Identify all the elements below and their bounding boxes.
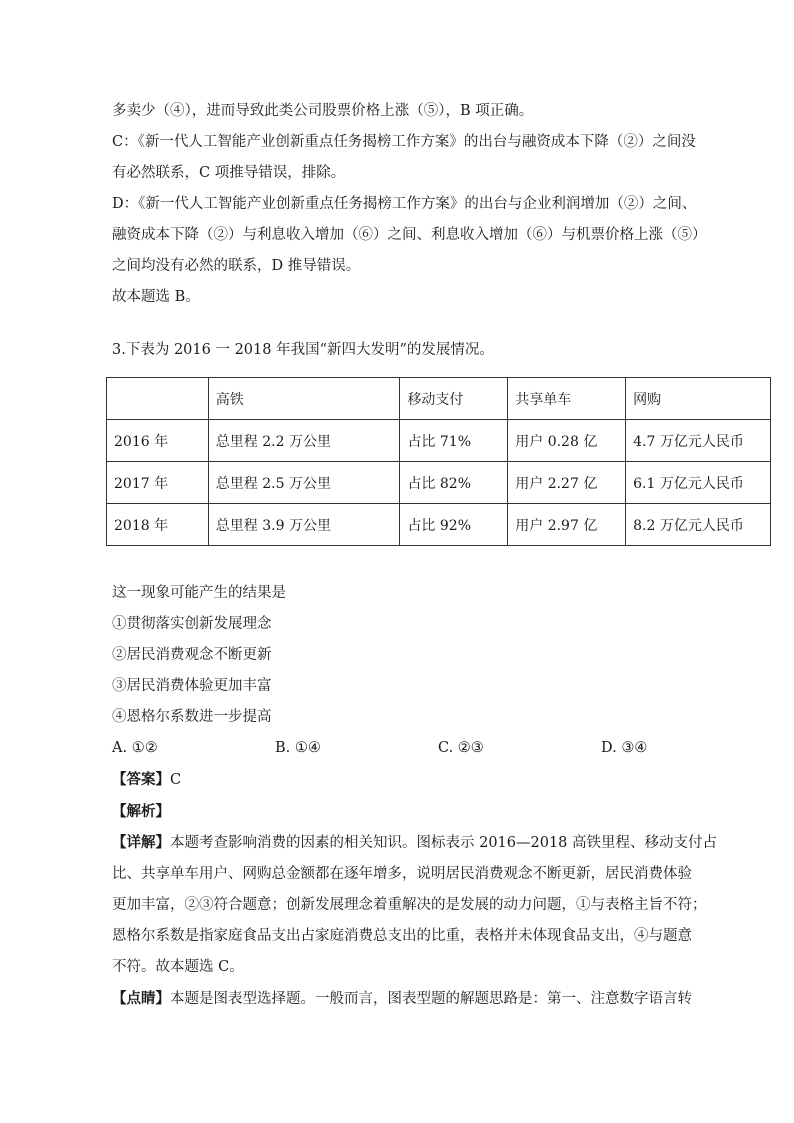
- statement: ③居民消费体验更加丰富: [112, 678, 272, 694]
- detail-line: 恩格尔系数是指家庭食品支出占家庭消费总支出的比重，表格并未体现食品支出，④与题意: [112, 928, 692, 944]
- tip-text: 本题是图表型选择题。一般而言，图表型题的解题思路是：第一、注意数字语言转: [170, 991, 692, 1007]
- analysis-line: D：《新一代人工智能产业创新重点任务揭榜工作方案》的出台与企业利润增加（②）之间、: [112, 196, 697, 212]
- detail-line: [112, 827, 718, 859]
- table-cell: 总里程 2.5 万公里: [208, 462, 400, 504]
- option-b: B. ①④: [275, 740, 321, 756]
- table-cell: 4.7 万亿元人民币: [626, 420, 771, 462]
- table-cell: 总里程 2.2 万公里: [208, 420, 400, 462]
- question-title: 3.下表为 2016 一 2018 年我国“新四大发明”的发展情况。: [112, 342, 494, 358]
- question-stem: 这一现象可能产生的结果是: [112, 585, 286, 601]
- previous-analysis: [112, 96, 707, 362]
- table-cell: 用户 2.97 亿: [508, 504, 626, 546]
- table-cell: 2018 年: [107, 504, 209, 546]
- option-d: D. ③④: [601, 740, 648, 756]
- statement: ②居民消费观念不断更新: [112, 647, 272, 663]
- analysis-line: C：《新一代人工智能产业创新重点任务揭榜工作方案》的出台与融资成本下降（②）之间没: [112, 134, 696, 150]
- answer-label: 【答案】: [112, 771, 170, 788]
- table-header-cell: 高铁: [208, 378, 400, 420]
- tip-line: [112, 983, 702, 1015]
- analysis-line: 有必然联系，C 项推导错误，排除。: [112, 165, 346, 181]
- detail-line: 更加丰富，②③符合题意；创新发展理念着重解决的是发展的动力问题，①与表格主旨不符；: [112, 897, 707, 913]
- table-cell: 用户 2.27 亿: [508, 462, 626, 504]
- analysis-label: 【解析】: [112, 803, 170, 820]
- answer-line: [112, 764, 702, 796]
- detail-line: 不符。故本题选 C。: [112, 959, 244, 975]
- table-cell: 占比 92%: [400, 504, 508, 546]
- analysis-line: 多卖少（④），进而导致此类公司股票价格上涨（⑤），B 项正确。: [112, 103, 534, 119]
- question-body: [112, 578, 718, 1015]
- table-header-row: [107, 378, 771, 420]
- table-cell: 总里程 3.9 万公里: [208, 504, 400, 546]
- table-row: [107, 420, 771, 462]
- answer-options: [112, 733, 702, 764]
- table-row: [107, 462, 771, 504]
- option-a: A. ①②: [112, 740, 158, 756]
- answer-value: C: [170, 772, 182, 788]
- inventions-table: [106, 377, 771, 546]
- detail-label: 【详解】: [112, 834, 170, 851]
- table-cell: 用户 0.28 亿: [508, 420, 626, 462]
- analysis-line: 之间均没有必然的联系，D 推导错误。: [112, 258, 361, 274]
- table-header-cell: [107, 378, 209, 420]
- statement: ④恩格尔系数进一步提高: [112, 709, 272, 725]
- analysis-line: 融资成本下降（②）与利息收入增加（⑥）之间、利息收入增加（⑥）与机票价格上涨（⑤）: [112, 227, 707, 243]
- table-header-cell: 移动支付: [400, 378, 508, 420]
- detail-line: 比、共享单车用户、网购总金额都在逐年增多，说明居民消费观念不断更新，居民消费体验: [112, 866, 692, 882]
- detail-text: 本题考查影响消费的因素的相关知识。图标表示 2016—2018 高铁里程、移动支付占: [170, 835, 718, 851]
- analysis-line: 故本题选 B。: [112, 289, 200, 305]
- tip-label: 【点睛】: [112, 990, 170, 1007]
- table-cell: 8.2 万亿元人民币: [626, 504, 771, 546]
- table-cell: 占比 82%: [400, 462, 508, 504]
- table-header-cell: 共享单车: [508, 378, 626, 420]
- table-header-cell: 网购: [626, 378, 771, 420]
- option-c: C. ②③: [438, 740, 484, 756]
- table-row: [107, 504, 771, 546]
- table-cell: 占比 71%: [400, 420, 508, 462]
- table-cell: 2016 年: [107, 420, 209, 462]
- statement: ①贯彻落实创新发展理念: [112, 616, 272, 632]
- table-cell: 6.1 万亿元人民币: [626, 462, 771, 504]
- table-cell: 2017 年: [107, 462, 209, 504]
